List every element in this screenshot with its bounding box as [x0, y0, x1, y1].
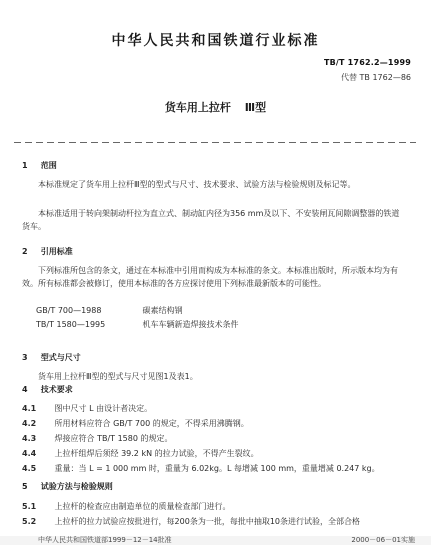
reference-item — [36, 304, 239, 318]
footer-approval: 中华人民共和国铁道部1999－12－14批准 — [38, 536, 172, 544]
document-title-row — [0, 99, 431, 115]
document-type: Ⅲ型 — [244, 101, 267, 114]
item-text: 上拉杆组焊后须经 39.2 kN 的拉力试验，不得产生裂纹。 — [54, 449, 259, 458]
section-scope-heading — [22, 160, 57, 171]
page-header: 中华人民共和国铁道行业标准 — [111, 33, 320, 49]
standard-number: TB/T 1762.2—1999 — [323, 58, 411, 67]
technical-item — [22, 463, 417, 475]
item-text: 图中尺寸 L 由设计者决定。 — [54, 404, 153, 413]
footer-implementation: 2000－06－01实施 — [351, 536, 415, 544]
section-title: 型式与尺寸 — [40, 353, 81, 362]
item-text: 所用材料应符合 GB/T 700 的规定，不得采用沸腾钢。 — [54, 419, 249, 428]
section-title: 试验方法与检验规则 — [40, 482, 113, 491]
section-title: 技术要求 — [40, 385, 73, 394]
scope-paragraph-2: 本标准适用于转向架制动杆拉为直立式、制动缸内径为356 mm及以下、不安装闸瓦间隙调整器的铁道货车。 — [22, 209, 400, 231]
item-number: 4.3 — [22, 434, 37, 443]
references-list — [36, 304, 239, 332]
item-text: 重量：当 L = 1 000 mm 时，重量为 6.02kg。L 每增减 100 mm，重量增减 0.247 kg。 — [54, 464, 380, 473]
section-form-heading — [22, 352, 81, 363]
item-text: 上拉杆的拉力试验应按批进行，每200条为一批，每批中抽取10条进行试验，全部合格 — [54, 517, 360, 526]
title-divider — [14, 142, 416, 143]
reference-item — [36, 318, 239, 332]
section-number: 1 — [22, 161, 28, 170]
section-number: 2 — [22, 247, 28, 256]
section-number: 3 — [22, 353, 28, 362]
reference-title: 机车车辆新造焊接技术条件 — [142, 320, 239, 329]
item-text: 上拉杆的检查应由制造单位的质量检查部门进行。 — [54, 502, 231, 511]
references-paragraph: 下列标准所包含的条文，通过在本标准中引用而构成为本标准的条文。本标准出版时，所示版本均为有效。所有标准都会被修订，使用本标准的各方应探讨使用下列标准最新版本的可能性。 — [22, 266, 398, 288]
standard-replaces: 代替 TB 1762—86 — [341, 73, 411, 82]
item-text: 焊接应符合 TB/T 1580 的规定。 — [54, 434, 173, 443]
section-testing-heading — [22, 481, 113, 492]
section-number: 4 — [22, 385, 28, 394]
section-title: 引用标准 — [40, 247, 73, 256]
technical-item — [22, 448, 417, 460]
technical-item — [22, 403, 417, 415]
document-title: 货车用上拉杆 — [164, 101, 231, 114]
item-number: 5.1 — [22, 502, 37, 511]
section-title: 范围 — [40, 161, 57, 170]
reference-code: TB/T 1580—1995 — [36, 320, 106, 329]
item-number: 4.5 — [22, 464, 37, 473]
scope-paragraph-1: 本标准规定了货车用上拉杆Ⅲ型的型式与尺寸、技术要求、试验方法与检验规则及标记等。 — [38, 180, 356, 189]
reference-code: GB/T 700—1988 — [36, 306, 102, 315]
item-number: 4.1 — [22, 404, 37, 413]
testing-item — [22, 516, 417, 528]
testing-item — [22, 501, 417, 513]
technical-item — [22, 418, 417, 430]
section-technical-heading — [22, 384, 73, 395]
item-number: 4.4 — [22, 449, 37, 458]
technical-item — [22, 433, 417, 445]
item-number: 5.2 — [22, 517, 37, 526]
form-paragraph: 货车用上拉杆Ⅲ型的型式与尺寸见图1及表1。 — [38, 372, 198, 381]
section-number: 5 — [22, 482, 28, 491]
reference-title: 碳素结构钢 — [142, 306, 183, 315]
item-number: 4.2 — [22, 419, 37, 428]
section-references-heading — [22, 246, 73, 257]
